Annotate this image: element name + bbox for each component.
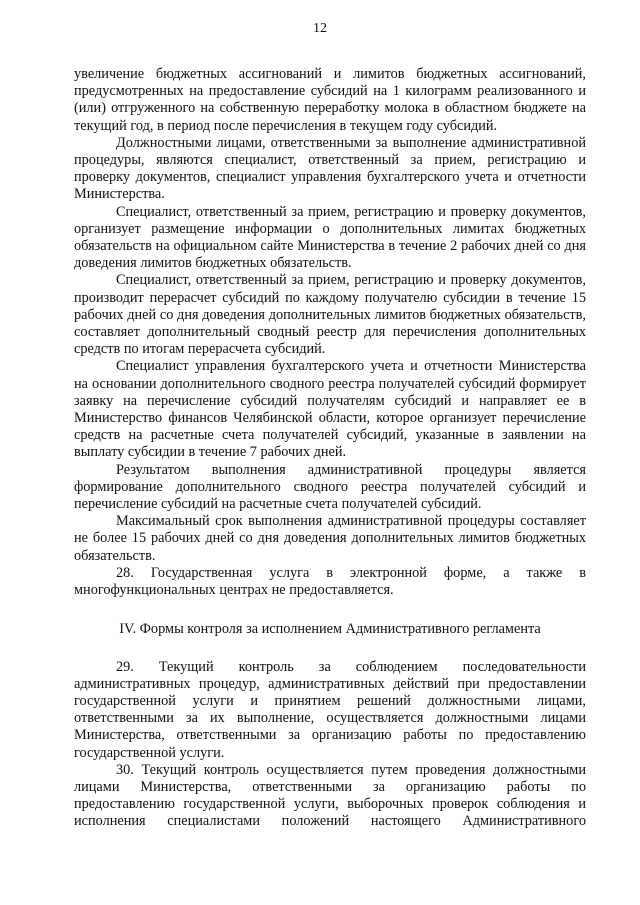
paragraph-recalculation: Специалист, ответственный за прием, регистрацию и проверку документов, производит перерасчет субсидий по каждому получателю субсидии в течение 15 рабочих дней со дня доведения дополнительных лимитов бюджетных обязательств, составляет дополнительный сводный реестр для перечисления дополнительных средств по итогам перерасчета субсидий. — [74, 272, 586, 358]
paragraph-responsible-officials: Должностными лицами, ответственными за выполнение административной процедуры, являются специалист, ответственный за прием, регистрацию и проверку документов, специалист управления бухгалтерского учета и отчетности Министерства. — [74, 134, 586, 203]
paragraph-accounting-specialist: Специалист управления бухгалтерского учета и отчетности Министерства на основании дополнительного сводного реестра получателей субсидий формирует заявку на перечисление субсидий получателям субсидий и направляет ее в Министерство финансов Челябинской области, которое организует перечисление средств на расчетные счета получателей субсидий, указанные в заявлении на выплату субсидии в течение 7 рабочих дней. — [74, 358, 586, 461]
page-number: 12 — [313, 21, 327, 36]
paragraph-max-duration: Максимальный срок выполнения административной процедуры составляет не более 15 рабочих дней со дня доведения дополнительных лимитов бюджетных обязательств. — [74, 513, 586, 564]
document-body — [74, 66, 586, 831]
paragraph-29: 29. Текущий контроль за соблюдением последовательности административных процедур, административных действий при предоставлении государственной услуги и принятием решений должностными лицами, ответственными за их выполнение, осуществляется должностными лицами Министерства, ответственными за организацию работы по предоставлению государственной услуги. — [74, 658, 586, 761]
paragraph-limits-publication: Специалист, ответственный за прием, регистрацию и проверку документов, организует размещение информации о дополнительных лимитах бюджетных обязательств на официальном сайте Министерства в течение 2 рабочих дней со дня доведения лимитов бюджетных обязательств. — [74, 203, 586, 272]
paragraph-30: 30. Текущий контроль осуществляется путем проведения должностными лицами Министерства, ответственными за организацию работы по предоставлению государственной услуги, выборочных проверок соблюдения и исполнения специалистами положений настоящего Административного — [74, 761, 586, 830]
paragraph-result: Результатом выполнения административной процедуры является формирование дополнительного сводного реестра получателей субсидий и перечисление субсидий на расчетные счета получателей субсидий. — [74, 461, 586, 513]
paragraph-28: 28. Государственная услуга в электронной форме, а также в многофункциональных центрах не предоставляется. — [74, 564, 586, 599]
section-heading: IV. Формы контроля за исполнением Административного регламента — [119, 621, 541, 638]
paragraph-continuation: увеличение бюджетных ассигнований и лимитов бюджетных ассигнований, предусмотренных на предоставление субсидий на 1 килограмм реализованного и (или) отгруженного на собственную переработку молока в областном бюджете на текущий год, в период после перечисления в текущем году субсидий. — [74, 66, 586, 134]
